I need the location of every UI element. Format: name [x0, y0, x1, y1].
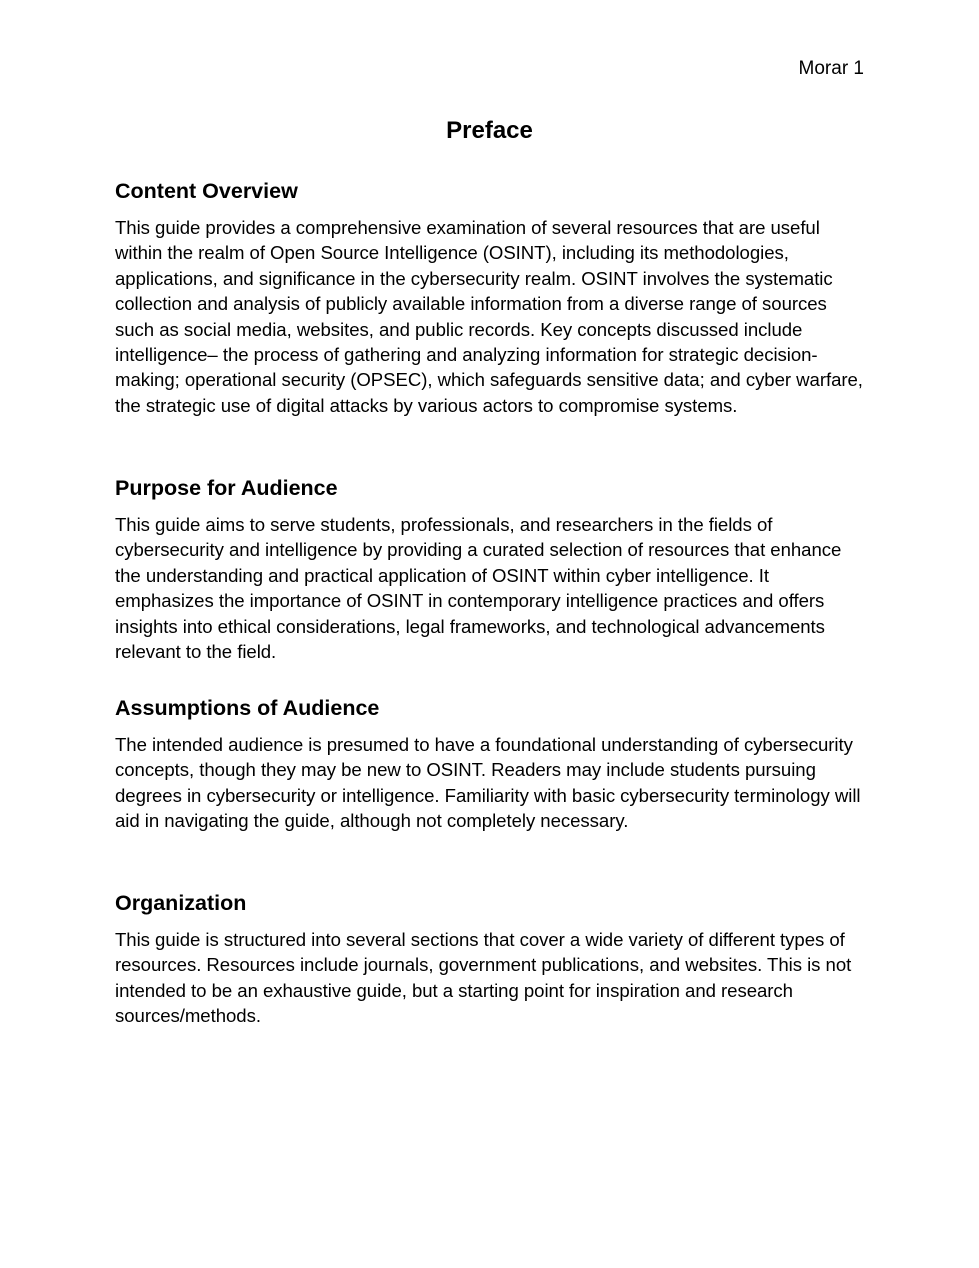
section-organization [115, 890, 867, 1029]
page-title: Preface [446, 117, 533, 144]
section-heading: Organization [115, 891, 247, 915]
section-body: The intended audience is presumed to have a foundational understanding of cybersecurity concepts, though they may be new to OSINT. Readers may include students pursuing degrees in cybersecurity or intelligence. Familiarity with basic cybersecurity terminology will aid in navigating the guide, although not completely necessary. [115, 734, 861, 832]
section-heading: Purpose for Audience [115, 476, 338, 500]
section-heading: Content Overview [115, 179, 298, 203]
section-purpose-for-audience [115, 475, 867, 664]
section-heading: Assumptions of Audience [115, 696, 380, 720]
section-content-overview [115, 178, 867, 418]
section-assumptions-of-audience [115, 695, 867, 834]
section-body: This guide aims to serve students, professionals, and researchers in the fields of cybersecurity and intelligence by providing a curated selection of resources that enhance the understanding and practical application of OSINT within cyber intelligence. It emphasizes the importance of OSINT in contemporary intelligence practices and offers insights into ethical considerations, legal frameworks, and technological advancements relevant to the field. [115, 514, 842, 663]
section-body: This guide provides a comprehensive examination of several resources that are useful within the realm of Open Source Intelligence (OSINT), including its methodologies, applications, and significance in the cybersecurity realm. OSINT involves the systematic collection and analysis of publicly available information from a diverse range of sources such as social media, websites, and public records. Key concepts discussed include intelligence– the process of gathering and analyzing information for strategic decision-making; operational security (OPSEC), which safeguards sensitive data; and cyber warfare, the strategic use of digital attacks by various actors to compromise systems. [115, 217, 863, 416]
section-body: This guide is structured into several sections that cover a wide variety of different types of resources. Resources include journals, government publications, and websites. This is not intended to be an exhaustive guide, but a starting point for inspiration and research sources/methods. [115, 929, 852, 1027]
page-header-number: Morar 1 [798, 58, 864, 79]
